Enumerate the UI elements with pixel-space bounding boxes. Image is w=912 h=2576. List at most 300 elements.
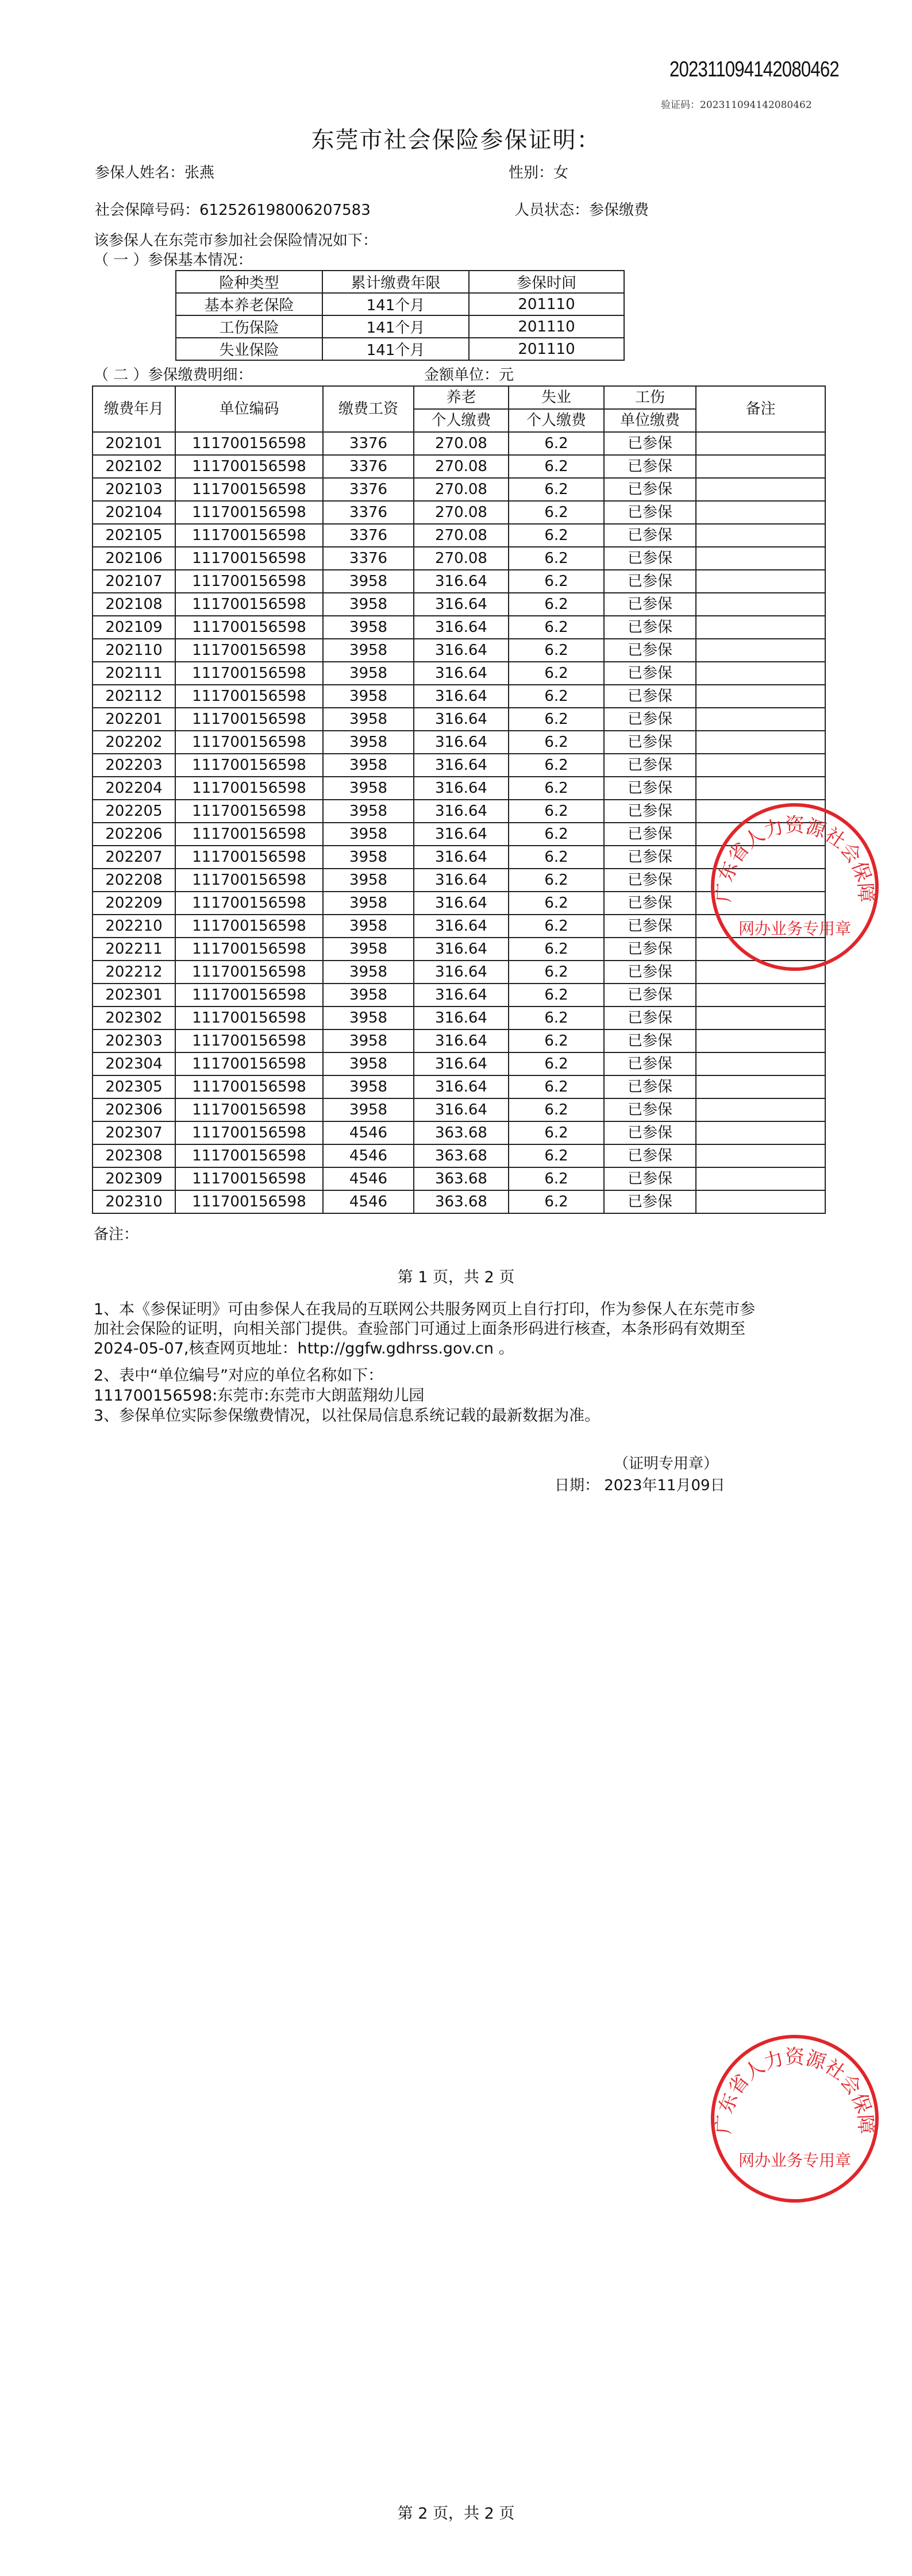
table-cell: 6.2	[509, 1167, 604, 1190]
seal-text-top: 广东省人力资源社会保障	[712, 814, 878, 903]
table-cell: 已参保	[604, 1121, 696, 1144]
table-cell: 111700156598	[175, 685, 323, 708]
table-cell: 111700156598	[175, 432, 323, 455]
table-cell: 202105	[93, 524, 175, 547]
table-cell: 202107	[93, 570, 175, 593]
table-cell: 3958	[323, 708, 414, 731]
table-cell: 已参保	[604, 1190, 696, 1213]
table-cell: 202110	[93, 639, 175, 662]
table-cell: 已参保	[604, 478, 696, 501]
table-cell	[696, 478, 825, 501]
table-cell: 已参保	[604, 1144, 696, 1167]
note2-unit: 111700156598:东莞市:东莞市大朗蓝翔幼儿园	[94, 1387, 425, 1405]
table-cell: 316.64	[414, 685, 509, 708]
seal-label: （证明专用章）	[614, 1455, 719, 1472]
table-cell: 202211	[93, 938, 175, 961]
table-cell: 3958	[323, 915, 414, 938]
table-cell: 111700156598	[175, 547, 323, 570]
table-cell: 3958	[323, 570, 414, 593]
table-cell: 3376	[323, 547, 414, 570]
table-cell: 已参保	[604, 708, 696, 731]
table-cell: 3958	[323, 685, 414, 708]
table-cell: 3958	[323, 823, 414, 846]
table-row	[93, 455, 825, 478]
header-remark: 备注	[696, 386, 825, 432]
table-cell: 4546	[323, 1121, 414, 1144]
table-cell: 已参保	[604, 800, 696, 823]
official-seal-stamp	[709, 2033, 881, 2205]
table-cell: 3958	[323, 1029, 414, 1052]
table-cell: 6.2	[509, 892, 604, 915]
table-cell	[696, 1098, 825, 1121]
header-month: 缴费年月	[93, 386, 175, 432]
detail-section-heading: （ 二 ）参保缴费明细：	[94, 367, 253, 384]
table-cell: 202111	[93, 662, 175, 685]
table-cell: 3958	[323, 800, 414, 823]
table-cell: 已参保	[604, 1075, 696, 1098]
table-cell: 已参保	[604, 455, 696, 478]
basic-table-cell: 141个月	[322, 293, 469, 315]
header-insurance-type: 险种类型	[176, 271, 322, 293]
table-cell: 316.64	[414, 938, 509, 961]
table-cell	[696, 662, 825, 685]
table-row	[93, 984, 825, 1007]
table-cell: 111700156598	[175, 1052, 323, 1075]
table-cell: 已参保	[604, 823, 696, 846]
table-cell: 363.68	[414, 1190, 509, 1213]
issue-date: 日期： 2023年11月09日	[555, 1477, 725, 1494]
basic-table-header	[176, 271, 624, 293]
table-cell: 111700156598	[175, 846, 323, 869]
intro-text: 该参保人在东莞市参加社会保险情况如下：	[94, 232, 378, 249]
table-cell: 111700156598	[175, 478, 323, 501]
table-row	[93, 685, 825, 708]
table-cell: 已参保	[604, 869, 696, 892]
table-cell: 270.08	[414, 478, 509, 501]
table-cell: 3958	[323, 662, 414, 685]
table-cell: 270.08	[414, 547, 509, 570]
table-cell: 6.2	[509, 984, 604, 1007]
table-cell: 6.2	[509, 1075, 604, 1098]
page-title: 东莞市社会保险参保证明：	[311, 127, 601, 153]
table-cell: 270.08	[414, 501, 509, 524]
table-cell: 202104	[93, 501, 175, 524]
table-cell: 111700156598	[175, 662, 323, 685]
table-cell: 已参保	[604, 432, 696, 455]
table-cell: 111700156598	[175, 708, 323, 731]
table-cell: 已参保	[604, 892, 696, 915]
table-cell	[696, 1121, 825, 1144]
table-row	[93, 547, 825, 570]
table-cell: 4546	[323, 1190, 414, 1213]
table-cell: 202210	[93, 915, 175, 938]
table-cell: 111700156598	[175, 800, 323, 823]
table-cell: 已参保	[604, 593, 696, 616]
table-cell: 202108	[93, 593, 175, 616]
table-cell: 270.08	[414, 455, 509, 478]
table-row	[93, 432, 825, 455]
table-cell	[696, 1144, 825, 1167]
table-cell: 4546	[323, 1167, 414, 1190]
basic-table-cell: 基本养老保险	[176, 293, 322, 315]
table-row	[93, 1098, 825, 1121]
table-cell: 6.2	[509, 685, 604, 708]
table-cell	[696, 1075, 825, 1098]
table-cell: 6.2	[509, 754, 604, 777]
table-cell: 6.2	[509, 1121, 604, 1144]
table-cell: 111700156598	[175, 892, 323, 915]
table-cell: 202209	[93, 892, 175, 915]
table-row	[93, 1007, 825, 1029]
page2-footer: 第 2 页，共 2 页	[397, 2505, 515, 2523]
header-pension-sub: 个人缴费	[414, 409, 509, 432]
page1-footer: 第 1 页，共 2 页	[397, 1268, 515, 1286]
table-cell: 111700156598	[175, 1144, 323, 1167]
table-row	[93, 1052, 825, 1075]
seal-graphic	[709, 801, 881, 973]
table-cell: 316.64	[414, 800, 509, 823]
table-cell: 316.64	[414, 777, 509, 800]
table-cell: 3958	[323, 1007, 414, 1029]
table-cell: 202309	[93, 1167, 175, 1190]
table-cell: 316.64	[414, 570, 509, 593]
table-cell: 202205	[93, 800, 175, 823]
person-name: 参保人姓名：张燕	[95, 164, 215, 182]
table-cell: 111700156598	[175, 593, 323, 616]
table-cell	[696, 984, 825, 1007]
table-cell: 3958	[323, 639, 414, 662]
table-cell: 202303	[93, 1029, 175, 1052]
table-cell: 111700156598	[175, 524, 323, 547]
table-cell: 202301	[93, 984, 175, 1007]
table-cell: 316.64	[414, 1029, 509, 1052]
header-unit-code: 单位编码	[175, 386, 323, 432]
table-cell: 202208	[93, 869, 175, 892]
table-cell: 316.64	[414, 754, 509, 777]
table-row	[93, 524, 825, 547]
note2: 2、表中“单位编号”对应的单位名称如下：	[94, 1367, 384, 1385]
table-cell	[696, 639, 825, 662]
basic-table-cell: 201110	[469, 315, 624, 338]
table-cell: 已参保	[604, 1098, 696, 1121]
table-cell: 202306	[93, 1098, 175, 1121]
table-cell: 6.2	[509, 616, 604, 639]
table-row	[93, 616, 825, 639]
table-cell	[696, 708, 825, 731]
table-cell	[696, 455, 825, 478]
table-cell: 202112	[93, 685, 175, 708]
table-cell: 202307	[93, 1121, 175, 1144]
table-cell	[696, 685, 825, 708]
table-cell: 6.2	[509, 1144, 604, 1167]
table-cell: 111700156598	[175, 1121, 323, 1144]
table-cell: 6.2	[509, 846, 604, 869]
table-cell: 已参保	[604, 731, 696, 754]
table-cell: 111700156598	[175, 754, 323, 777]
table-cell: 111700156598	[175, 915, 323, 938]
table-cell: 已参保	[604, 547, 696, 570]
table-cell: 316.64	[414, 662, 509, 685]
table-cell: 6.2	[509, 639, 604, 662]
table-cell: 316.64	[414, 823, 509, 846]
table-cell: 111700156598	[175, 1190, 323, 1213]
table-cell: 363.68	[414, 1144, 509, 1167]
table-cell	[696, 754, 825, 777]
table-cell: 已参保	[604, 639, 696, 662]
table-cell	[696, 777, 825, 800]
table-cell: 316.64	[414, 616, 509, 639]
table-cell: 6.2	[509, 869, 604, 892]
table-cell: 316.64	[414, 892, 509, 915]
table-cell: 6.2	[509, 478, 604, 501]
table-row	[93, 1167, 825, 1190]
table-cell	[696, 570, 825, 593]
table-cell: 6.2	[509, 731, 604, 754]
header-injury-sub: 单位缴费	[604, 409, 696, 432]
note1-line1: 1、本《参保证明》可由参保人在我局的互联网公共服务网页上自行打印，作为参保人在东莞市参	[94, 1301, 756, 1318]
table-cell: 202310	[93, 1190, 175, 1213]
table-cell: 3958	[323, 846, 414, 869]
table-cell: 已参保	[604, 777, 696, 800]
table-row	[93, 662, 825, 685]
table-cell: 3376	[323, 432, 414, 455]
header-injury: 工伤	[604, 386, 696, 409]
table-cell: 6.2	[509, 915, 604, 938]
table-cell: 已参保	[604, 524, 696, 547]
table-cell: 6.2	[509, 570, 604, 593]
table-cell: 270.08	[414, 524, 509, 547]
table-cell: 111700156598	[175, 1167, 323, 1190]
remark-label: 备注：	[94, 1226, 139, 1243]
table-cell: 已参保	[604, 1167, 696, 1190]
table-cell: 111700156598	[175, 1029, 323, 1052]
table-cell: 6.2	[509, 662, 604, 685]
table-cell: 3376	[323, 478, 414, 501]
table-cell: 202101	[93, 432, 175, 455]
table-cell: 202212	[93, 961, 175, 984]
table-cell: 3376	[323, 524, 414, 547]
table-cell: 3958	[323, 1098, 414, 1121]
table-cell: 202109	[93, 616, 175, 639]
barcode-number: 20231109414208046​2	[669, 57, 839, 82]
table-cell	[696, 731, 825, 754]
table-cell: 316.64	[414, 869, 509, 892]
table-cell: 111700156598	[175, 731, 323, 754]
table-cell	[696, 1052, 825, 1075]
table-cell: 202207	[93, 846, 175, 869]
table-cell: 316.64	[414, 1075, 509, 1098]
table-cell: 3958	[323, 892, 414, 915]
table-cell: 3958	[323, 1052, 414, 1075]
table-cell: 202106	[93, 547, 175, 570]
table-cell: 316.64	[414, 593, 509, 616]
seal-text-bottom: 网办业务专用章	[738, 919, 852, 938]
table-row	[93, 1029, 825, 1052]
table-row	[93, 754, 825, 777]
table-cell: 已参保	[604, 662, 696, 685]
table-cell: 3958	[323, 961, 414, 984]
table-cell: 202304	[93, 1052, 175, 1075]
table-row	[93, 639, 825, 662]
table-cell: 111700156598	[175, 570, 323, 593]
table-cell: 111700156598	[175, 823, 323, 846]
table-cell: 6.2	[509, 1029, 604, 1052]
table-cell: 111700156598	[175, 1098, 323, 1121]
table-cell: 6.2	[509, 1098, 604, 1121]
table-cell: 6.2	[509, 1190, 604, 1213]
person-ssn: 社会保障号码：612526198006207583	[95, 202, 371, 219]
header-pension: 养老	[414, 386, 509, 409]
table-cell: 202202	[93, 731, 175, 754]
table-cell: 6.2	[509, 1007, 604, 1029]
table-cell: 111700156598	[175, 961, 323, 984]
seal-text-top: 广东省人力资源社会保障	[712, 2046, 878, 2135]
table-cell: 111700156598	[175, 616, 323, 639]
table-cell: 已参保	[604, 754, 696, 777]
table-cell: 6.2	[509, 800, 604, 823]
table-cell: 316.64	[414, 1052, 509, 1075]
table-cell: 3958	[323, 777, 414, 800]
table-cell: 111700156598	[175, 1007, 323, 1029]
table-cell: 已参保	[604, 938, 696, 961]
header-enroll-time: 参保时间	[469, 271, 624, 293]
table-cell: 已参保	[604, 616, 696, 639]
table-cell: 已参保	[604, 1007, 696, 1029]
table-cell	[696, 1029, 825, 1052]
table-cell: 202102	[93, 455, 175, 478]
table-cell: 270.08	[414, 432, 509, 455]
table-cell: 202201	[93, 708, 175, 731]
table-cell	[696, 1167, 825, 1190]
table-cell: 6.2	[509, 501, 604, 524]
table-cell: 3958	[323, 616, 414, 639]
table-cell: 6.2	[509, 455, 604, 478]
table-cell: 已参保	[604, 915, 696, 938]
table-cell: 202305	[93, 1075, 175, 1098]
table-cell: 316.64	[414, 1098, 509, 1121]
table-cell: 6.2	[509, 777, 604, 800]
table-cell: 363.68	[414, 1121, 509, 1144]
table-cell: 3958	[323, 984, 414, 1007]
table-row	[93, 777, 825, 800]
header-unemployment-sub: 个人缴费	[509, 409, 604, 432]
notes-block	[94, 1300, 755, 1359]
table-cell: 316.64	[414, 1007, 509, 1029]
table-cell: 6.2	[509, 938, 604, 961]
table-cell	[696, 1190, 825, 1213]
table-cell: 3958	[323, 1075, 414, 1098]
table-cell: 111700156598	[175, 869, 323, 892]
verify-code: 验证码：20231109414208046​2	[661, 99, 812, 111]
payment-detail-table	[92, 385, 826, 1214]
basic-table-cell: 失业保险	[176, 338, 322, 360]
table-cell: 6.2	[509, 961, 604, 984]
basic-table-cell: 141个月	[322, 315, 469, 338]
table-row	[93, 593, 825, 616]
table-cell: 已参保	[604, 570, 696, 593]
table-cell: 6.2	[509, 547, 604, 570]
table-cell	[696, 432, 825, 455]
table-cell: 316.64	[414, 984, 509, 1007]
table-cell: 316.64	[414, 915, 509, 938]
table-cell: 202308	[93, 1144, 175, 1167]
basic-section-heading: （ 一 ）参保基本情况：	[94, 252, 253, 269]
table-cell: 6.2	[509, 1052, 604, 1075]
table-cell: 202103	[93, 478, 175, 501]
table-cell: 6.2	[509, 823, 604, 846]
table-cell: 202206	[93, 823, 175, 846]
basic-table-row	[176, 315, 624, 338]
table-cell: 111700156598	[175, 777, 323, 800]
header-unemployment: 失业	[509, 386, 604, 409]
table-row	[93, 1075, 825, 1098]
table-cell: 316.64	[414, 639, 509, 662]
table-cell: 111700156598	[175, 501, 323, 524]
table-cell	[696, 501, 825, 524]
table-cell: 363.68	[414, 1167, 509, 1190]
table-cell: 111700156598	[175, 938, 323, 961]
table-cell: 316.64	[414, 731, 509, 754]
table-cell	[696, 524, 825, 547]
table-cell: 已参保	[604, 501, 696, 524]
table-cell: 3376	[323, 455, 414, 478]
table-cell: 202204	[93, 777, 175, 800]
person-status: 人员状态：参保缴费	[514, 202, 649, 219]
table-cell: 6.2	[509, 524, 604, 547]
table-cell: 316.64	[414, 961, 509, 984]
table-cell: 6.2	[509, 432, 604, 455]
table-cell: 202203	[93, 754, 175, 777]
table-cell: 111700156598	[175, 1075, 323, 1098]
table-row	[93, 1190, 825, 1213]
header-cumulative-years: 累计缴费年限	[322, 271, 469, 293]
table-row	[93, 1144, 825, 1167]
table-cell	[696, 547, 825, 570]
table-cell: 已参保	[604, 984, 696, 1007]
basic-table-cell: 201110	[469, 338, 624, 360]
table-row	[93, 1121, 825, 1144]
seal-text-bottom: 网办业务专用章	[738, 2151, 852, 2170]
table-cell: 3958	[323, 938, 414, 961]
basic-table-cell: 工伤保险	[176, 315, 322, 338]
table-cell: 3376	[323, 501, 414, 524]
table-cell: 3958	[323, 869, 414, 892]
table-cell: 202302	[93, 1007, 175, 1029]
table-row	[93, 731, 825, 754]
seal-graphic	[709, 2033, 881, 2205]
table-cell: 6.2	[509, 593, 604, 616]
basic-table-cell: 141个月	[322, 338, 469, 360]
table-cell: 316.64	[414, 846, 509, 869]
table-row	[93, 570, 825, 593]
table-cell: 316.64	[414, 708, 509, 731]
table-cell	[696, 1007, 825, 1029]
header-wage: 缴费工资	[323, 386, 414, 432]
basic-table-row	[176, 293, 624, 315]
note1-line3: 2024-05-07,核查网页地址：http://ggfw.gdhrss.gov.cn 。	[94, 1340, 514, 1358]
table-cell: 4546	[323, 1144, 414, 1167]
table-cell: 111700156598	[175, 984, 323, 1007]
table-cell: 已参保	[604, 1052, 696, 1075]
table-cell: 已参保	[604, 961, 696, 984]
table-row	[93, 501, 825, 524]
note1-line2: 加社会保险的证明，向相关部门提供。查验部门可通过上面条形码进行核查，本条形码有效期至	[94, 1320, 745, 1338]
basic-table-row	[176, 338, 624, 360]
table-row	[93, 708, 825, 731]
person-gender: 性别：女	[509, 164, 569, 182]
amount-unit: 金额单位：元	[424, 367, 514, 384]
table-cell: 6.2	[509, 708, 604, 731]
